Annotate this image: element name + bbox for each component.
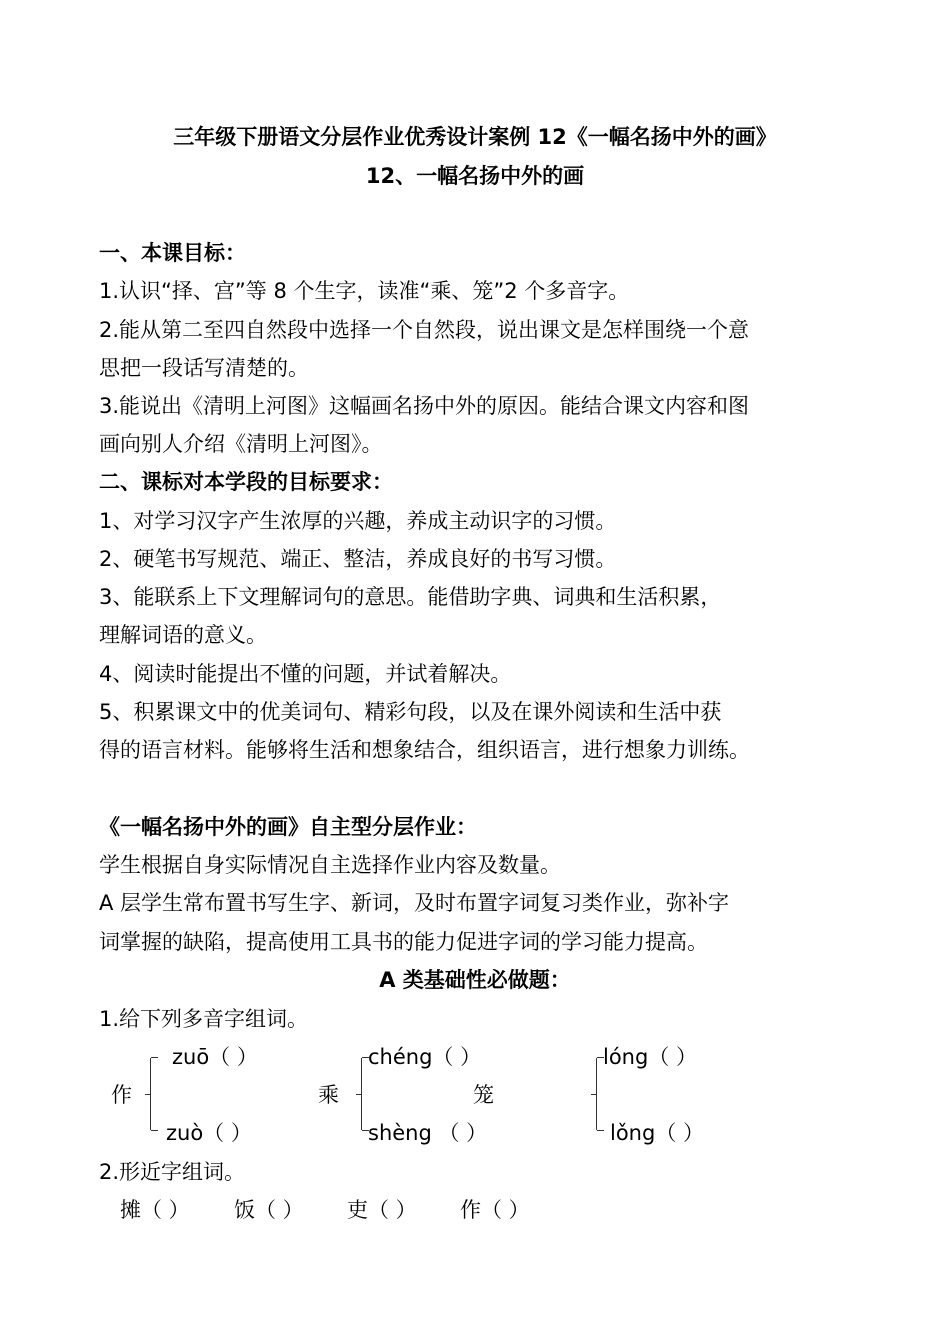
polyphone-reading-bottom: shèng （ ） — [368, 1121, 488, 1145]
homework-heading: 《一幅名扬中外的画》自主型分层作业： — [99, 815, 477, 839]
fill-in-item: 摊（ ） — [120, 1198, 190, 1222]
brace-icon — [150, 1058, 159, 1130]
polyphone-char: 作 — [111, 1083, 132, 1107]
homework-line: 词掌握的缺陷，提高使用工具书的能力促进字词的学习能力提高。 — [99, 930, 708, 954]
polyphone-char: 笼 — [473, 1083, 494, 1107]
document-subtitle: 12、一幅名扬中外的画 — [365, 164, 585, 188]
a-category-heading: A 类基础性必做题： — [379, 968, 571, 992]
polyphone-reading-bottom: zuò（ ） — [166, 1121, 252, 1145]
section-heading-standards: 二、课标对本学段的目标要求： — [99, 470, 393, 494]
section-heading-goals: 一、本课目标： — [99, 241, 246, 265]
standard-line: 2、硬笔书写规范、端正、整洁，养成良好的书写习惯。 — [99, 547, 617, 571]
goal-line: 3.能说出《清明上河图》这幅画名扬中外的原因。能结合课文内容和图 — [99, 394, 750, 418]
goal-line: 画向别人介绍《清明上河图》。 — [99, 432, 383, 456]
polyphone-reading-bottom: lǒng（ ） — [610, 1121, 704, 1145]
goal-line: 思把一段话写清楚的。 — [99, 356, 309, 380]
homework-line: A 层学生常布置书写生字、新词，及时布置字词复习类作业，弥补字 — [99, 891, 730, 915]
goal-line: 1.认识“择、宫”等 8 个生字，读准“乘、笼”2 个多音字。 — [99, 279, 630, 303]
question-1: 1.给下列多音字组词。 — [99, 1007, 309, 1031]
goal-line: 2.能从第二至四自然段中选择一个自然段，说出课文是怎样围绕一个意 — [99, 318, 750, 342]
polyphone-reading-top: chéng（ ） — [368, 1045, 482, 1069]
fill-in-item: 作（ ） — [460, 1198, 530, 1222]
document-title: 三年级下册语文分层作业优秀设计案例 12《一幅名扬中外的画》 — [173, 125, 777, 149]
question-2: 2.形近字组词。 — [99, 1160, 246, 1184]
polyphone-reading-top: lóng（ ） — [603, 1045, 697, 1069]
standard-line: 理解词语的意义。 — [99, 623, 267, 647]
standard-line: 1、对学习汉字产生浓厚的兴趣，养成主动识字的习惯。 — [99, 509, 617, 533]
fill-in-item: 吏（ ） — [347, 1198, 417, 1222]
fill-in-item: 饭（ ） — [234, 1198, 304, 1222]
polyphone-char: 乘 — [318, 1083, 339, 1107]
standard-line: 3、能联系上下文理解词句的意思。能借助字典、词典和生活积累， — [99, 585, 722, 609]
polyphone-reading-top: zuō（ ） — [172, 1045, 258, 1069]
homework-line: 学生根据自身实际情况自主选择作业内容及数量。 — [99, 853, 561, 877]
standard-line: 5、积累课文中的优美词句、精彩句段，以及在课外阅读和生活中获 — [99, 700, 722, 724]
standard-line: 4、阅读时能提出不懂的问题，并试着解决。 — [99, 662, 512, 686]
standard-line: 得的语言材料。能够将生活和想象结合，组织语言，进行想象力训练。 — [99, 738, 750, 762]
